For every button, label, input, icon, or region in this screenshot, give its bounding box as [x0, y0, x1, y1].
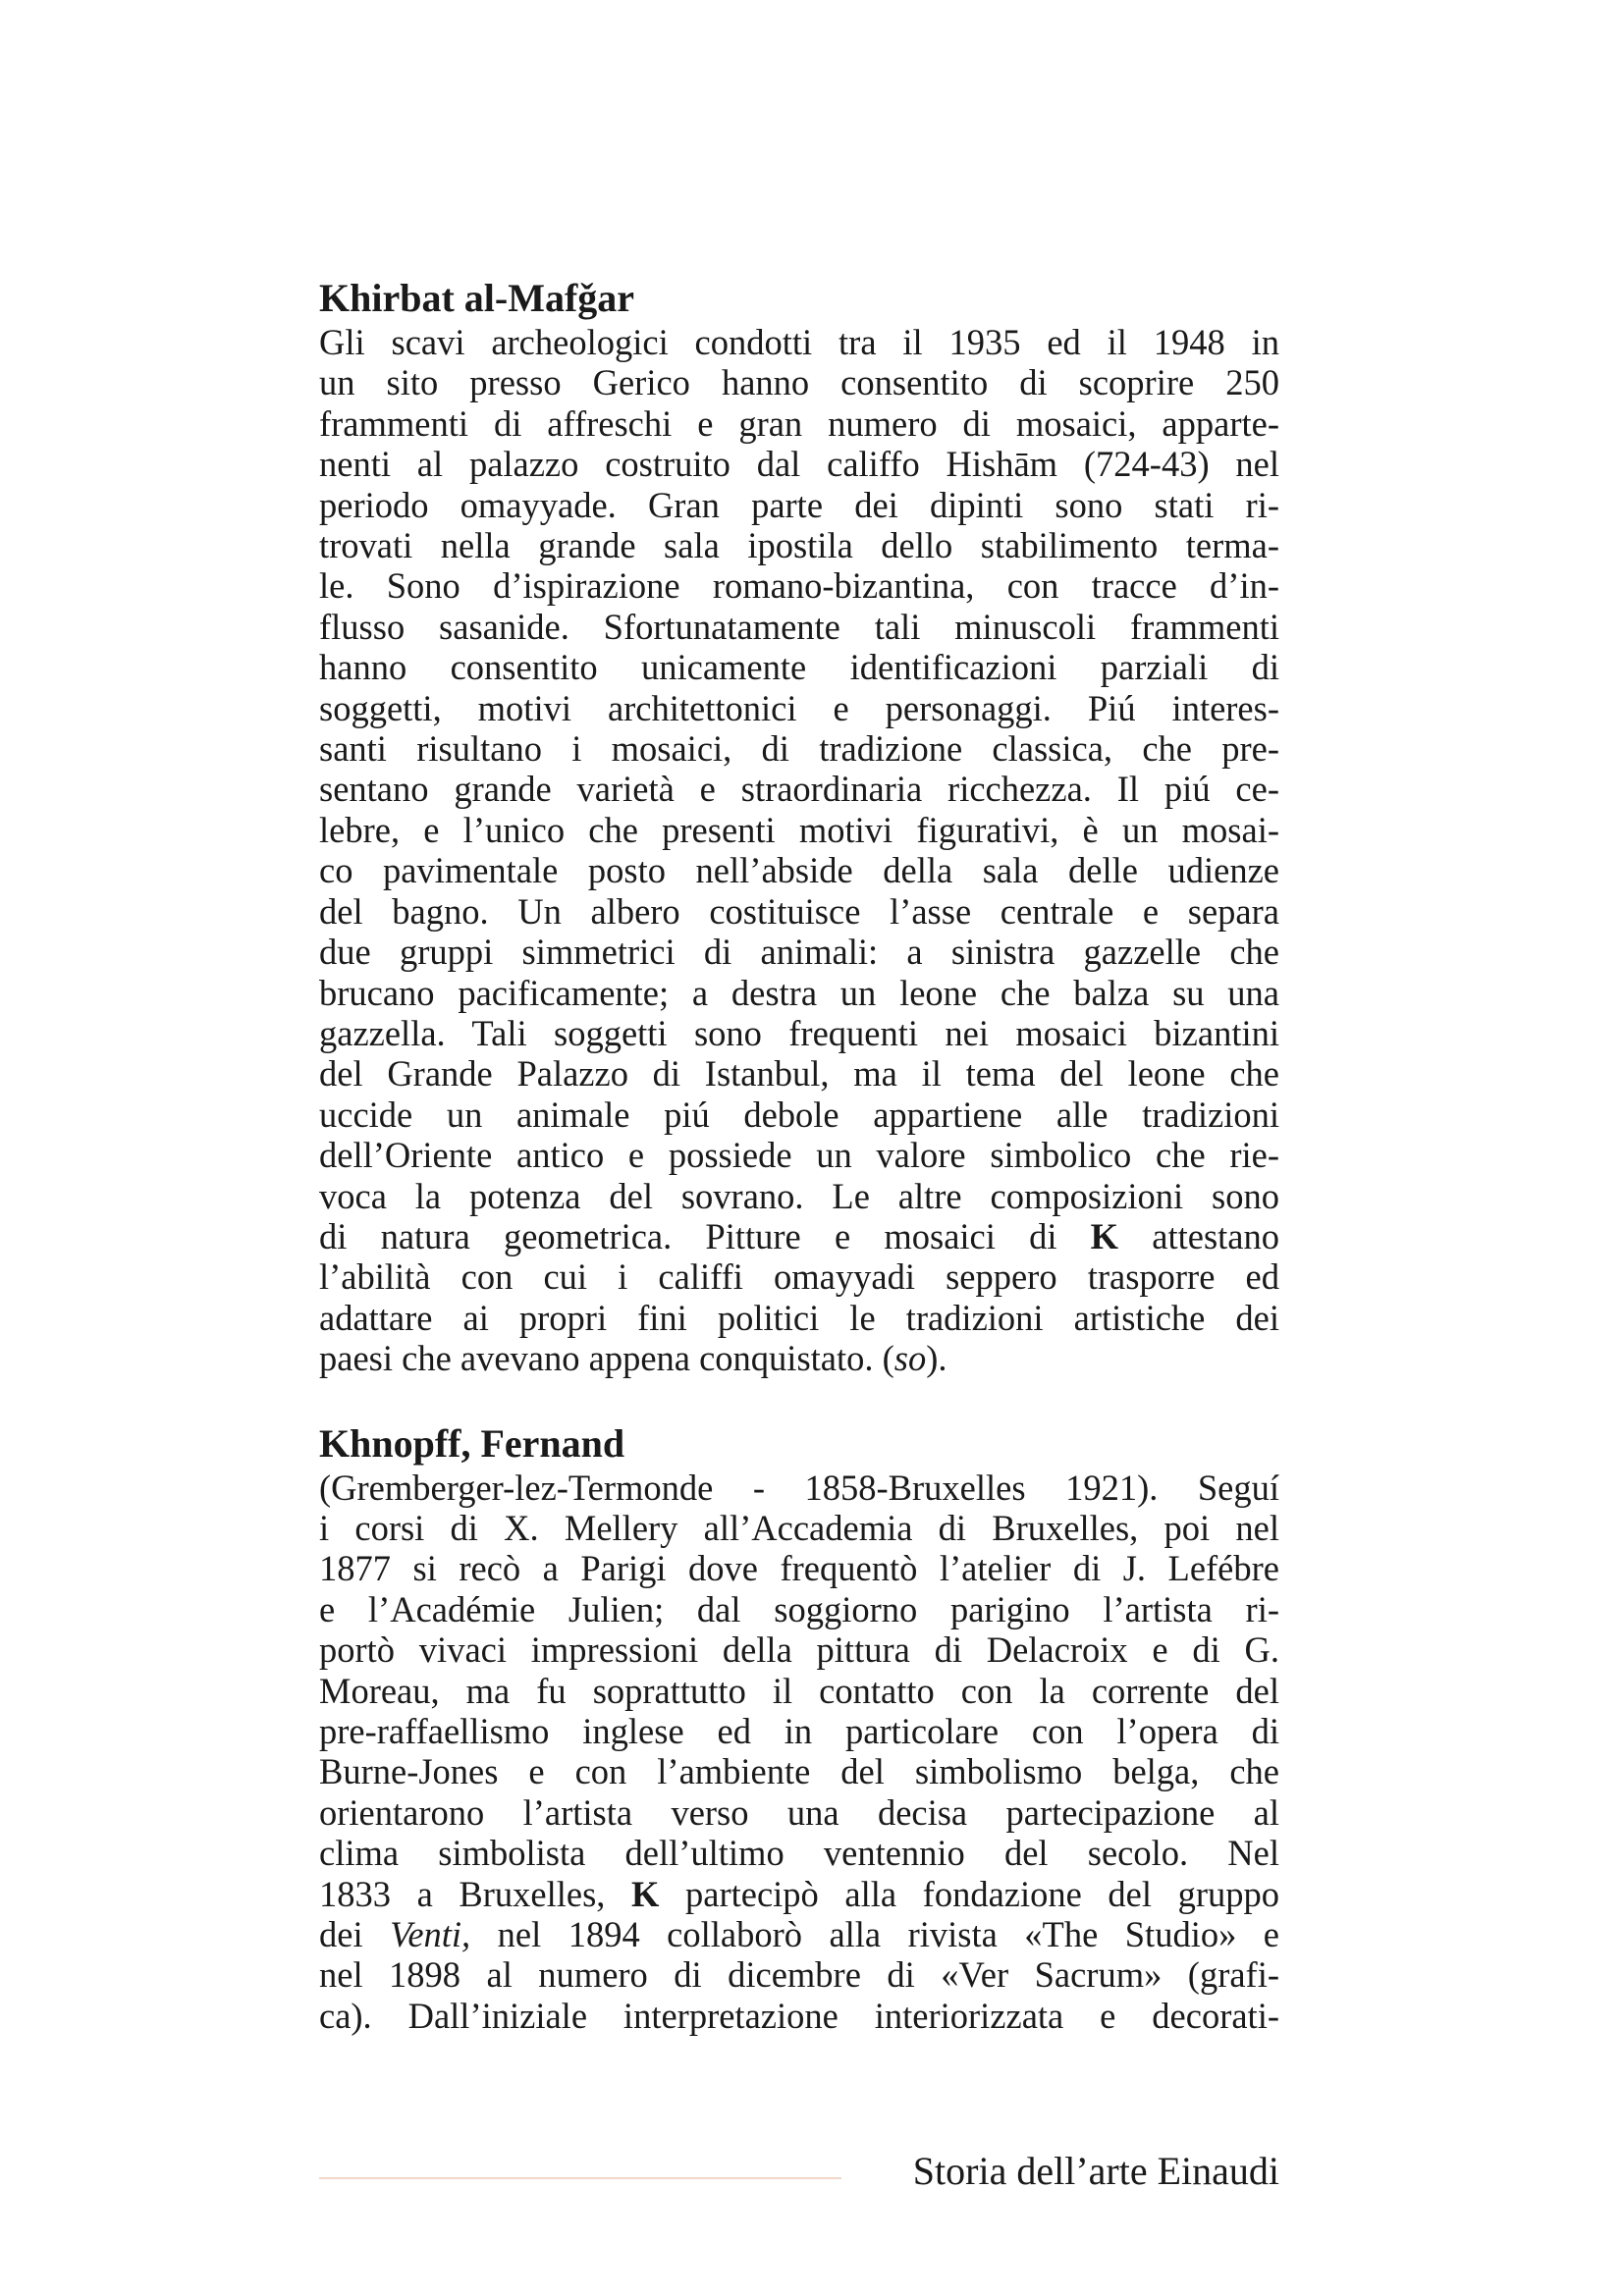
text-line: di natura geometrica. Pitture e mosaici di K attestano	[319, 1215, 1279, 1256]
text-line: l’abilità con cui i califfi omayyadi seppero trasporre ed	[319, 1256, 1279, 1298]
text-line: voca la potenza del sovrano. Le altre composizioni sono	[319, 1175, 1279, 1216]
text-line: 1833 a Bruxelles, K partecipò alla fondazione del gruppo	[319, 1873, 1279, 1914]
text-line: nenti al palazzo costruito dal califfo Hishām (724-43) nel	[319, 444, 1279, 485]
entry-body	[319, 1468, 1279, 2037]
entry-body	[319, 322, 1279, 1379]
entry-khnopff-fernand	[319, 1420, 1279, 2037]
text-line: frammenti di affreschi e gran numero di mosaici, apparte-	[319, 402, 1279, 444]
text-line: santi risultano i mosaici, di tradizione classica, che pre-	[319, 728, 1279, 770]
footer-rule	[319, 2177, 841, 2179]
text-line: flusso sasanide. Sfortunatamente tali minuscoli frammenti	[319, 606, 1279, 647]
text-line: le. Sono d’ispirazione romano-bizantina, con tracce d’in-	[319, 565, 1279, 607]
text-line: gazzella. Tali soggetti sono frequenti nei mosaici bizantini	[319, 1012, 1279, 1053]
text-line: del Grande Palazzo di Istanbul, ma il tema del leone che	[319, 1053, 1279, 1095]
text-line: adattare ai propri fini politici le tradizioni artistiche dei	[319, 1297, 1279, 1338]
text-line: sentano grande varietà e straordinaria ricchezza. Il piú ce-	[319, 769, 1279, 810]
entry-khirbat-al-mafgar	[319, 275, 1279, 1379]
text-line: e l’Académie Julien; dal soggiorno parigino l’artista ri-	[319, 1588, 1279, 1629]
text-line: un sito presso Gerico hanno consentito di scoprire 250	[319, 362, 1279, 403]
text-line: periodo omayyade. Gran parte dei dipinti sono stati ri-	[319, 484, 1279, 525]
entry-title: Khirbat al-Mafǧar	[319, 276, 635, 320]
footer-publisher: Storia dell’arte Einaudi	[912, 2149, 1279, 2193]
text-line: paesi che avevano appena conquistato. (so).	[319, 1338, 947, 1379]
text-line: clima simbolista dell’ultimo ventennio del secolo. Nel	[319, 1833, 1279, 1874]
text-line: Moreau, ma fu soprattutto il contatto con la corrente del	[319, 1670, 1279, 1711]
page-footer	[319, 2148, 1279, 2197]
text-line: hanno consentito unicamente identificazioni parziali di	[319, 647, 1279, 688]
text-line: i corsi di X. Mellery all’Accademia di Bruxelles, poi nel	[319, 1507, 1279, 1548]
text-line: 1877 si recò a Parigi dove frequentò l’atelier di J. Lefébre	[319, 1548, 1279, 1589]
page-content	[319, 275, 1279, 2036]
text-line: brucano pacificamente; a destra un leone che balza su una	[319, 972, 1279, 1013]
text-line: dell’Oriente antico e possiede un valore simbolico che rie-	[319, 1135, 1279, 1176]
text-line: (Gremberger-lez-Termonde - 1858-Bruxelles 1921). Seguí	[319, 1467, 1279, 1508]
text-line: ca). Dall’iniziale interpretazione interiorizzata e decorati-	[319, 1995, 1279, 2036]
text-line: del bagno. Un albero costituisce l’asse centrale e separa	[319, 890, 1279, 932]
text-line: co pavimentale posto nell’abside della sala delle udienze	[319, 850, 1279, 891]
text-line: uccide un animale piú debole appartiene alle tradizioni	[319, 1094, 1279, 1135]
text-line: Burne-Jones e con l’ambiente del simbolismo belga, che	[319, 1751, 1279, 1792]
text-line: dei Venti, nel 1894 collaborò alla rivista «The Studio» e	[319, 1914, 1279, 1955]
text-line: trovati nella grande sala ipostila dello stabilimento terma-	[319, 525, 1279, 566]
text-line: due gruppi simmetrici di animali: a sinistra gazzelle che	[319, 932, 1279, 973]
text-line: lebre, e l’unico che presenti motivi figurativi, è un mosai-	[319, 809, 1279, 850]
text-line: portò vivaci impressioni della pittura di Delacroix e di G.	[319, 1629, 1279, 1671]
text-line: pre-raffaellismo inglese ed in particolare con l’opera di	[319, 1711, 1279, 1751]
text-line: soggetti, motivi architettonici e personaggi. Piú interes-	[319, 687, 1279, 728]
text-line: Gli scavi archeologici condotti tra il 1935 ed il 1948 in	[319, 322, 1279, 362]
text-line: orientarono l’artista verso una decisa partecipazione al	[319, 1791, 1279, 1833]
entry-title: Khnopff, Fernand	[319, 1420, 625, 1466]
text-line: nel 1898 al numero di dicembre di «Ver Sacrum» (grafi-	[319, 1954, 1279, 1996]
